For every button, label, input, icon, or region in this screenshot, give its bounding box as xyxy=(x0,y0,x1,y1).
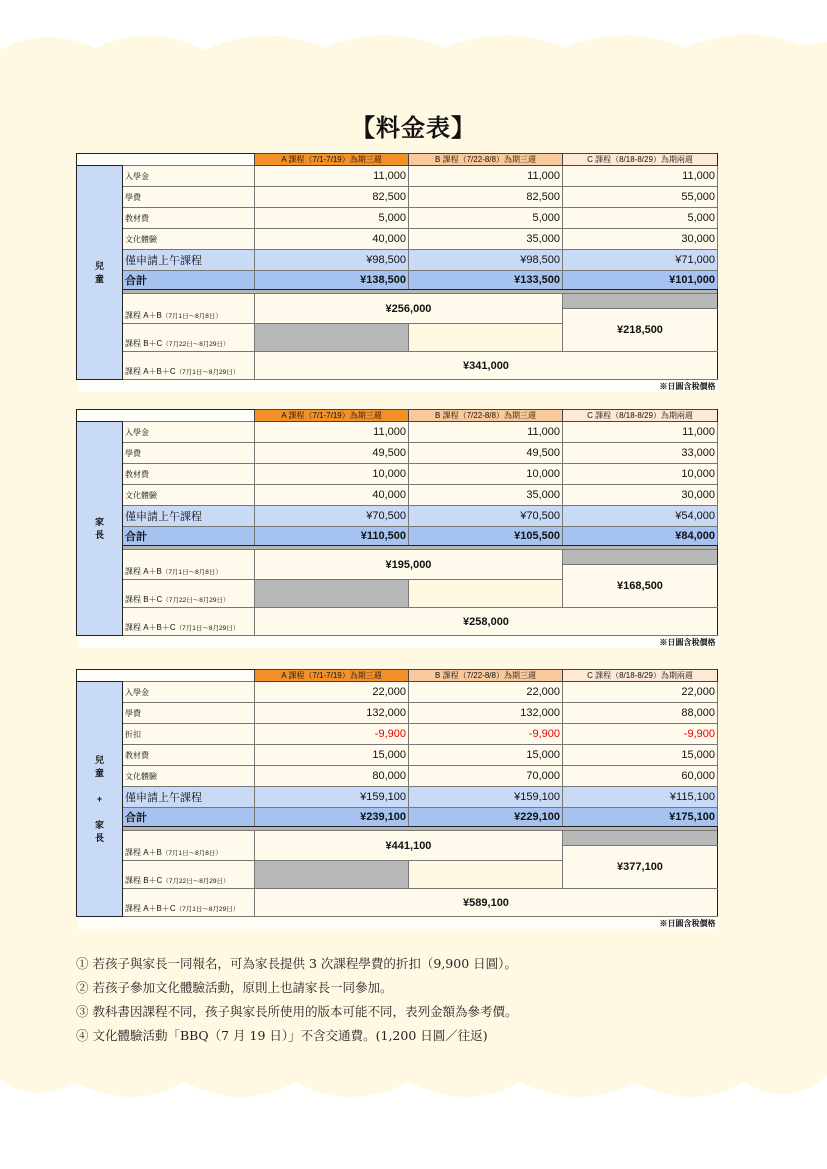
value-c: 60,000 xyxy=(563,766,718,787)
header-course-b: B 課程（7/22-8/8）為期三週 xyxy=(409,154,563,166)
value-a: 49,500 xyxy=(255,443,409,464)
row-label: 入學金 xyxy=(123,422,255,443)
fee-row-morning-only xyxy=(77,250,718,271)
row-label: 入學金 xyxy=(123,166,255,187)
tax-note-row xyxy=(77,380,718,393)
value-b: 15,000 xyxy=(409,745,563,766)
value-c: 5,000 xyxy=(563,208,718,229)
combo-ab-row xyxy=(77,831,718,846)
value-b: 82,500 xyxy=(409,187,563,208)
tax-note: ※日圓含稅價格 xyxy=(77,917,718,930)
combo-ab-row xyxy=(77,550,718,565)
side-label-child: 兒 童 xyxy=(77,166,123,380)
row-label: 教材費 xyxy=(123,745,255,766)
combo-abc-value: ¥258,000 xyxy=(255,608,718,636)
value-a: ¥98,500 xyxy=(255,250,409,271)
gray-cell xyxy=(255,580,409,608)
value-b: 132,000 xyxy=(409,703,563,724)
value-c: 88,000 xyxy=(563,703,718,724)
value-a: 22,000 xyxy=(255,682,409,703)
value-a: 40,000 xyxy=(255,229,409,250)
value-b: ¥98,500 xyxy=(409,250,563,271)
combo-ab-value: ¥256,000 xyxy=(255,294,563,324)
value-a: 82,500 xyxy=(255,187,409,208)
tax-note-row xyxy=(77,917,718,930)
fee-row-tuition xyxy=(77,187,718,208)
header-course-b: B 課程（7/22-8/8）為期三週 xyxy=(409,670,563,682)
fee-row-materials xyxy=(77,464,718,485)
combo-abc-label: 課程 A＋B＋C（7月1日～8月29日） xyxy=(123,352,255,380)
value-b: 35,000 xyxy=(409,485,563,506)
value-c: ¥71,000 xyxy=(563,250,718,271)
gray-cell xyxy=(563,294,718,309)
fee-row-culture xyxy=(77,485,718,506)
value-a: 80,000 xyxy=(255,766,409,787)
header-row xyxy=(77,410,718,422)
value-c: 11,000 xyxy=(563,422,718,443)
value-c: ¥101,000 xyxy=(563,271,718,290)
value-c: 30,000 xyxy=(563,485,718,506)
value-a: ¥159,100 xyxy=(255,787,409,808)
combo-abc-row xyxy=(77,889,718,917)
row-label: 學費 xyxy=(123,187,255,208)
row-label: 入學金 xyxy=(123,682,255,703)
value-b: ¥105,500 xyxy=(409,527,563,546)
row-label: 僅申請上午課程 xyxy=(123,787,255,808)
value-b: ¥229,100 xyxy=(409,808,563,827)
header-blank xyxy=(77,410,255,422)
fee-row-enrollment xyxy=(77,166,718,187)
header-course-c: C 課程（8/18-8/29）為期兩週 xyxy=(563,410,718,422)
header-blank xyxy=(77,670,255,682)
combo-bc-value: ¥218,500 xyxy=(563,309,718,352)
fee-row-materials xyxy=(77,208,718,229)
header-course-c: C 課程（8/18-8/29）為期兩週 xyxy=(563,670,718,682)
header-row xyxy=(77,670,718,682)
value-a: ¥239,100 xyxy=(255,808,409,827)
row-label: 教材費 xyxy=(123,464,255,485)
value-c: 22,000 xyxy=(563,682,718,703)
value-b: ¥133,500 xyxy=(409,271,563,290)
tax-note: ※日圓含稅價格 xyxy=(77,380,718,393)
footnotes xyxy=(76,952,756,1048)
combo-bc-label: 課程 B＋C（7月22日～8月29日） xyxy=(123,324,255,352)
combo-abc-label: 課程 A＋B＋C（7月1日～8月29日） xyxy=(123,889,255,917)
combo-abc-row xyxy=(77,608,718,636)
value-c: 33,000 xyxy=(563,443,718,464)
row-label: 僅申請上午課程 xyxy=(123,506,255,527)
row-label: 合計 xyxy=(123,808,255,827)
footnote-4: ④ 文化體驗活動「BBQ（7 月 19 日）」不含交通費。(1,200 日圓／往返) xyxy=(76,1028,488,1043)
combo-abc-row xyxy=(77,352,718,380)
footnote-2: ② 若孩子參加文化體驗活動，原則上也請家長一同參加。 xyxy=(76,980,393,995)
row-label: 學費 xyxy=(123,443,255,464)
combo-ab-value: ¥441,100 xyxy=(255,831,563,861)
fee-row-morning-only xyxy=(77,787,718,808)
fee-row-tuition xyxy=(77,443,718,464)
value-c: ¥54,000 xyxy=(563,506,718,527)
value-b: 35,000 xyxy=(409,229,563,250)
value-a: 10,000 xyxy=(255,464,409,485)
row-label: 合計 xyxy=(123,271,255,290)
combo-ab-label: 課程 A＋B（7月1日～8月8日） xyxy=(123,831,255,861)
fee-row-morning-only xyxy=(77,506,718,527)
combo-ab-row xyxy=(77,294,718,309)
combo-ab-label: 課程 A＋B（7月1日～8月8日） xyxy=(123,294,255,324)
fee-row-materials xyxy=(77,745,718,766)
value-a: 11,000 xyxy=(255,166,409,187)
value-a: 11,000 xyxy=(255,422,409,443)
row-label: 文化體驗 xyxy=(123,766,255,787)
fee-table-parent xyxy=(76,409,718,648)
row-label: 僅申請上午課程 xyxy=(123,250,255,271)
side-label-child-and-parent: 兒 童 + 家 長 xyxy=(77,682,123,917)
row-label: 文化體驗 xyxy=(123,485,255,506)
value-a: 15,000 xyxy=(255,745,409,766)
header-course-a: A 課程（7/1-7/19）為期三週 xyxy=(255,410,409,422)
fee-table-child-and-parent xyxy=(76,669,718,929)
value-c: ¥175,100 xyxy=(563,808,718,827)
value-b: 22,000 xyxy=(409,682,563,703)
row-label: 學費 xyxy=(123,703,255,724)
tax-note: ※日圓含稅價格 xyxy=(77,636,718,649)
value-c: ¥115,100 xyxy=(563,787,718,808)
combo-abc-value: ¥341,000 xyxy=(255,352,718,380)
combo-ab-label: 課程 A＋B（7月1日～8月8日） xyxy=(123,550,255,580)
fee-table-child xyxy=(76,153,718,392)
fee-row-culture xyxy=(77,229,718,250)
value-c: -9,900 xyxy=(563,724,718,745)
header-course-a: A 課程（7/1-7/19）為期三週 xyxy=(255,670,409,682)
gray-cell xyxy=(255,861,409,889)
value-b: 10,000 xyxy=(409,464,563,485)
value-a: ¥70,500 xyxy=(255,506,409,527)
value-a: 40,000 xyxy=(255,485,409,506)
header-course-a: A 課程（7/1-7/19）為期三週 xyxy=(255,154,409,166)
value-b: 11,000 xyxy=(409,166,563,187)
combo-bc-value: ¥168,500 xyxy=(563,565,718,608)
row-label: 教材費 xyxy=(123,208,255,229)
header-course-c: C 課程（8/18-8/29）為期兩週 xyxy=(563,154,718,166)
value-a: 132,000 xyxy=(255,703,409,724)
combo-abc-value: ¥589,100 xyxy=(255,889,718,917)
combo-bc-label: 課程 B＋C（7月22日～8月29日） xyxy=(123,580,255,608)
value-a: ¥138,500 xyxy=(255,271,409,290)
fee-row-total xyxy=(77,271,718,290)
value-b: ¥159,100 xyxy=(409,787,563,808)
combo-abc-label: 課程 A＋B＋C（7月1日～8月29日） xyxy=(123,608,255,636)
header-row xyxy=(77,154,718,166)
value-c: 11,000 xyxy=(563,166,718,187)
header-blank xyxy=(77,154,255,166)
value-c: 15,000 xyxy=(563,745,718,766)
gray-cell xyxy=(563,550,718,565)
combo-ab-value: ¥195,000 xyxy=(255,550,563,580)
value-c: 55,000 xyxy=(563,187,718,208)
combo-bc-value: ¥377,100 xyxy=(563,846,718,889)
fee-row-total xyxy=(77,808,718,827)
fee-row-enrollment xyxy=(77,422,718,443)
fee-row-discount xyxy=(77,724,718,745)
row-label: 折扣 xyxy=(123,724,255,745)
value-a: -9,900 xyxy=(255,724,409,745)
combo-bc-label: 課程 B＋C（7月22日～8月29日） xyxy=(123,861,255,889)
page-title: 【料金表】 xyxy=(351,114,476,142)
row-label: 合計 xyxy=(123,527,255,546)
value-b: ¥70,500 xyxy=(409,506,563,527)
footnote-1: ① 若孩子與家長一同報名，可為家長提供 3 次課程學費的折扣（9,900 日圓）。 xyxy=(76,956,517,971)
value-b: -9,900 xyxy=(409,724,563,745)
footnote-3: ③ 教科書因課程不同，孩子與家長所使用的版本可能不同，表列金額為參考價。 xyxy=(76,1004,518,1019)
value-b: 11,000 xyxy=(409,422,563,443)
value-c: 10,000 xyxy=(563,464,718,485)
value-c: ¥84,000 xyxy=(563,527,718,546)
tax-note-row xyxy=(77,636,718,649)
value-b: 70,000 xyxy=(409,766,563,787)
gray-cell xyxy=(563,831,718,846)
value-a: ¥110,500 xyxy=(255,527,409,546)
header-course-b: B 課程（7/22-8/8）為期三週 xyxy=(409,410,563,422)
value-a: 5,000 xyxy=(255,208,409,229)
value-b: 49,500 xyxy=(409,443,563,464)
row-label: 文化體驗 xyxy=(123,229,255,250)
gray-cell xyxy=(255,324,409,352)
value-b: 5,000 xyxy=(409,208,563,229)
value-c: 30,000 xyxy=(563,229,718,250)
side-label-parent: 家 長 xyxy=(77,422,123,636)
fee-row-total xyxy=(77,527,718,546)
fee-row-tuition xyxy=(77,703,718,724)
fee-row-enrollment xyxy=(77,682,718,703)
fee-row-culture xyxy=(77,766,718,787)
